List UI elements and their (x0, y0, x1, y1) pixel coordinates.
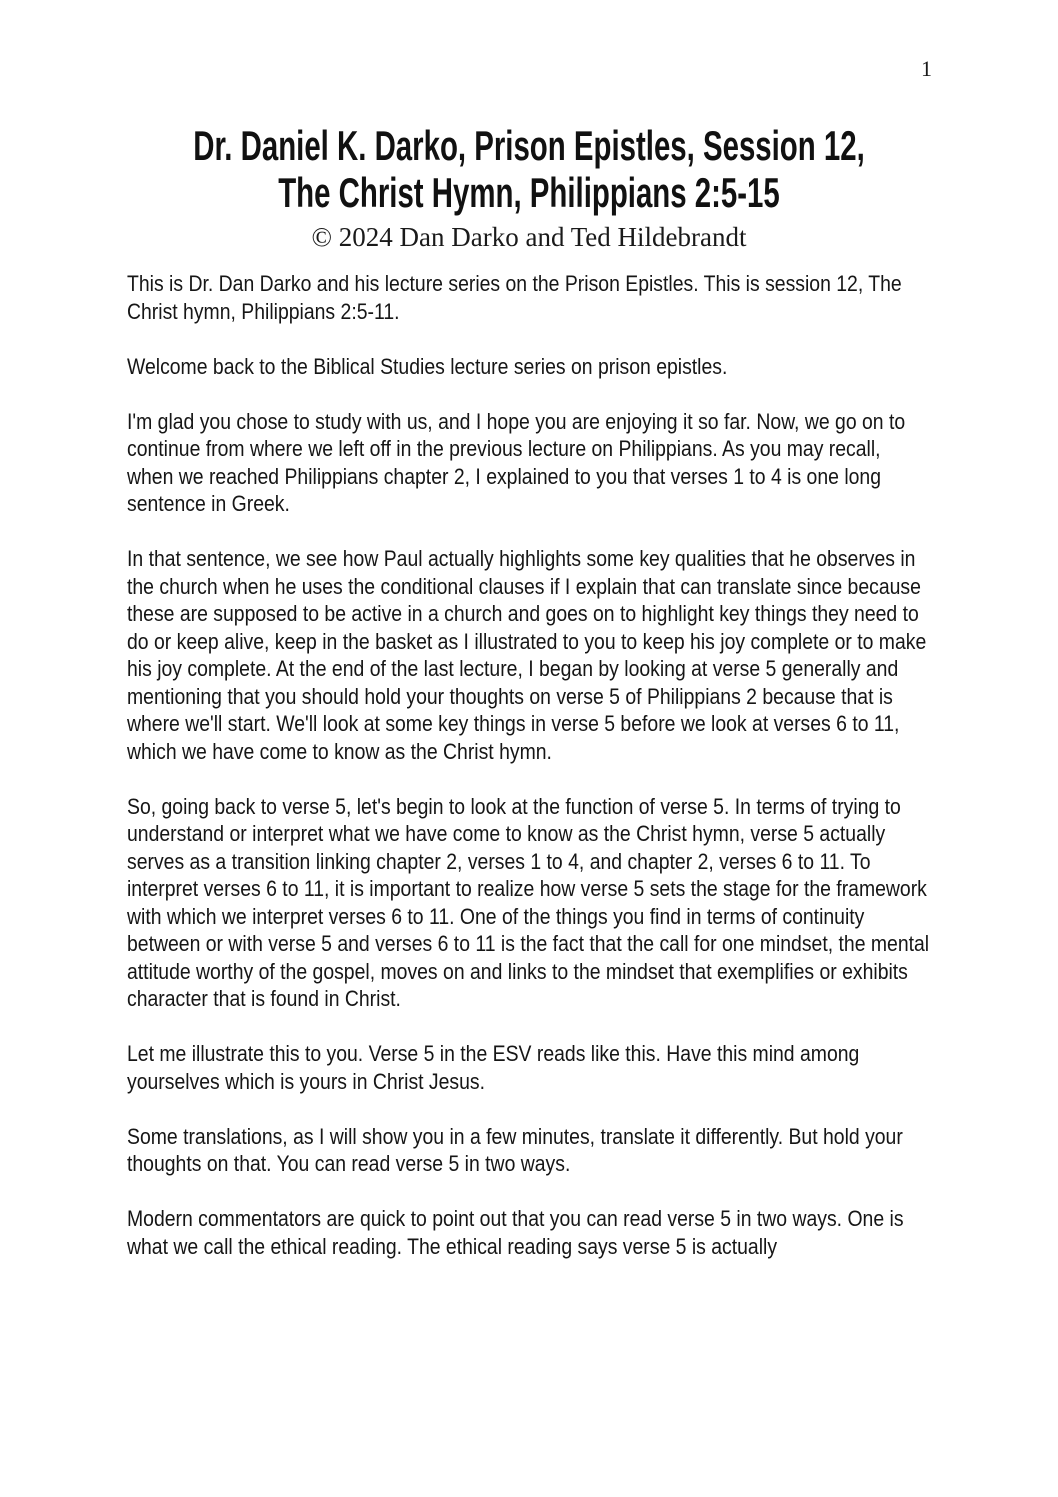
body-text (127, 270, 930, 1288)
paragraph: Welcome back to the Biblical Studies lecture series on prison epistles. (127, 353, 728, 379)
paragraph: In that sentence, we see how Paul actually highlights some key qualities that he observes in the church when he uses the conditional clauses if I explain that can translate since because these are supposed to be active in a church and goes on to highlight key things they need to do or keep alive, keep in the basket as I illustrated to you to keep his joy complete or to make his joy complete. At the end of the last lecture, I began by looking at verse 5 generally and mentioning that you should hold your thoughts on verse 5 of Philippians 2 because that is where we'll start. We'll look at some key things in verse 5 before we look at verses 6 to 11, which we have come to know as the Christ hymn. (127, 546, 927, 764)
title-block (0, 122, 1058, 253)
paragraph: So, going back to verse 5, let's begin to look at the function of verse 5. In terms of trying to understand or interpret what we have come to know as the Christ hymn, verse 5 actually serves as a transition linking chapter 2, verses 1 to 4, and chapter 2, verses 6 to 11. To interpret verses 6 to 11, it is important to realize how verse 5 sets the stage for the framework with which we interpret verses 6 to 11. One of the things you find in terms of continuity between or with verse 5 and verses 6 to 11 is the fact that the call for one mindset, the mental attitude worthy of the gospel, moves on and links to the mindset that exemplifies or exhibits character that is found in Christ. (127, 793, 930, 1011)
paragraph: Let me illustrate this to you. Verse 5 in the ESV reads like this. Have this mind among yourselves which is yours in Christ Jesus. (127, 1041, 860, 1094)
document-title (159, 122, 900, 216)
paragraph: Some translations, as I will show you in a few minutes, translate it differently. But hold your thoughts on that. You can read verse 5 in two ways. (127, 1123, 903, 1176)
paragraph: I'm glad you chose to study with us, and I hope you are enjoying it so far. Now, we go on to continue from where we left off in the previous lecture on Philippians. As you may recall, when we reached Philippians chapter 2, I explained to you that verses 1 to 4 is one long sentence in Greek. (127, 408, 906, 516)
title-line-2: The Christ Hymn, Philippians 2:5-15 (278, 169, 780, 216)
title-line-1: Dr. Daniel K. Darko, Prison Epistles, Session 12, (193, 122, 865, 169)
paragraph: This is Dr. Dan Darko and his lecture series on the Prison Epistles. This is session 12, The Christ hymn, Philippians 2:5-11. (127, 271, 902, 324)
copyright-line: © 2024 Dan Darko and Ted Hildebrandt (311, 222, 747, 252)
paragraph: Modern commentators are quick to point out that you can read verse 5 in two ways. One is what we call the ethical reading. The ethical reading says verse 5 is actually (127, 1206, 904, 1259)
page-number: 1 (921, 56, 932, 81)
